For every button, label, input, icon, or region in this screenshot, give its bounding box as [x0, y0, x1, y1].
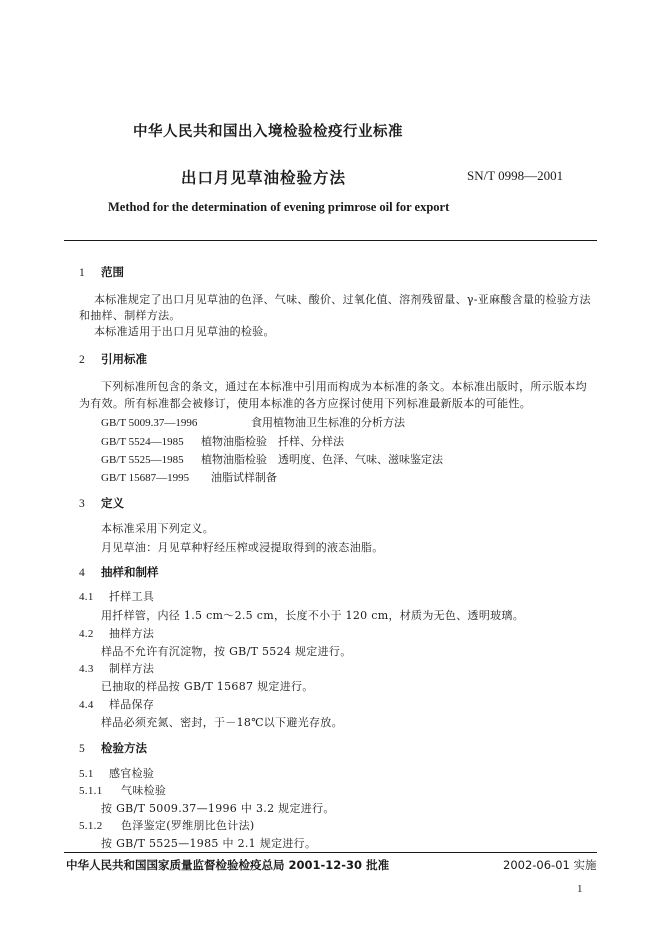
section-label: 抽样和制样 [101, 565, 159, 579]
subsection-label: 制样方法 [109, 662, 155, 675]
subsection-5-1-1-heading [79, 782, 166, 798]
paragraph: 样品不允许有沉淀物，按 GB/T 5524 规定进行。 [101, 645, 352, 658]
subsection-label: 样品保存 [109, 698, 155, 711]
paragraph: 本标准采用下列定义。 [101, 522, 214, 535]
paragraph: 按 GB/T 5009.37—1996 中 3.2 规定进行。 [101, 802, 335, 815]
subsection-number: 5.1.1 [79, 785, 103, 797]
subsection-label: 气味检验 [121, 784, 167, 797]
section-3-heading [79, 495, 124, 511]
subsection-label: 色泽鉴定(罗维朋比色计法) [121, 819, 255, 832]
subsection-number: 4.3 [79, 663, 94, 675]
implementation-date: 2002-06-01 实施 [503, 858, 597, 872]
subsection-4-4-heading [79, 696, 154, 712]
subsection-number: 4.4 [79, 699, 94, 711]
reference-name: 植物油脂检验 扦样、分样法 [201, 435, 344, 448]
section-number: 1 [79, 267, 85, 279]
paragraph: 本标准适用于出口月见草油的检验。 [94, 325, 275, 338]
reference-name: 油脂试样制备 [211, 471, 277, 484]
subsection-number: 4.2 [79, 628, 94, 640]
issuing-authority: 中华人民共和国出入境检验检疫行业标准 [133, 124, 403, 140]
subsection-4-1-heading [79, 588, 154, 604]
section-1-heading [79, 264, 124, 280]
section-number: 2 [79, 354, 85, 366]
document-title: 出口月见草油检验方法 [181, 169, 347, 187]
section-label: 定义 [101, 496, 124, 510]
paragraph: 用扦样管，内径 1.5 cm～2.5 cm，长度不小于 120 cm，材质为无色、透明玻璃。 [101, 609, 525, 622]
section-label: 范围 [101, 265, 124, 279]
subsection-label: 扦样工具 [109, 590, 155, 603]
subsection-4-3-heading [79, 660, 154, 676]
paragraph: 按 GB/T 5525—1985 中 2.1 规定进行。 [101, 837, 317, 850]
reference-code: GB/T 5525—1985 [101, 454, 184, 466]
paragraph: 月见草油：月见草种籽经压榨或浸提取得到的液态油脂。 [101, 541, 384, 554]
section-number: 4 [79, 567, 85, 579]
section-label: 检验方法 [101, 741, 147, 755]
subsection-label: 抽样方法 [109, 627, 155, 640]
paragraph: 下列标准所包含的条文，通过在本标准中引用而构成为本标准的条文。本标准出版时，所示版本均 [101, 380, 587, 393]
reference-name: 食用植物油卫生标准的分析方法 [251, 416, 405, 429]
page-number: 1 [577, 883, 583, 895]
paragraph: 本标准规定了出口月见草油的色泽、气味、酸价、过氧化值、溶剂残留量、γ-亚麻酸含量的检验方法 [94, 293, 591, 306]
section-label: 引用标准 [101, 352, 147, 366]
paragraph: 和抽样、制样方法。 [79, 309, 181, 322]
section-5-heading [79, 740, 147, 756]
english-title: Method for the determination of evening primrose oil for export [108, 200, 450, 214]
subsection-4-2-heading [79, 625, 154, 641]
reference-item [101, 469, 277, 485]
subsection-number: 4.1 [79, 591, 94, 603]
header-divider [64, 240, 597, 241]
section-number: 5 [79, 743, 85, 755]
paragraph: 样品必须充氮、密封，于－18℃以下避光存放。 [101, 716, 343, 729]
standard-number: SN/T 0998—2001 [467, 168, 564, 183]
subsection-5-1-heading [79, 765, 154, 781]
subsection-number: 5.1 [79, 768, 94, 780]
subsection-number: 5.1.2 [79, 820, 103, 832]
reference-code: GB/T 5524—1985 [101, 436, 184, 448]
paragraph: 为有效。所有标准都会被修订，使用本标准的各方应探讨使用下列标准最新版本的可能性。 [79, 397, 531, 410]
subsection-label: 感官检验 [109, 767, 155, 780]
section-number: 3 [79, 498, 85, 510]
reference-code: GB/T 5009.37—1996 [101, 417, 198, 429]
section-4-heading [79, 564, 159, 580]
approval-line: 中华人民共和国国家质量监督检验检疫总局 2001-12-30 批准 [66, 858, 390, 872]
reference-item [101, 414, 405, 430]
reference-name: 植物油脂检验 透明度、色泽、气味、滋味鉴定法 [201, 453, 443, 466]
reference-code: GB/T 15687—1995 [101, 472, 190, 484]
reference-item [101, 451, 443, 467]
paragraph: 已抽取的样品按 GB/T 15687 规定进行。 [101, 680, 314, 693]
footer-divider [64, 852, 597, 853]
section-2-heading [79, 351, 147, 367]
reference-item [101, 433, 344, 449]
subsection-5-1-2-heading [79, 817, 254, 833]
